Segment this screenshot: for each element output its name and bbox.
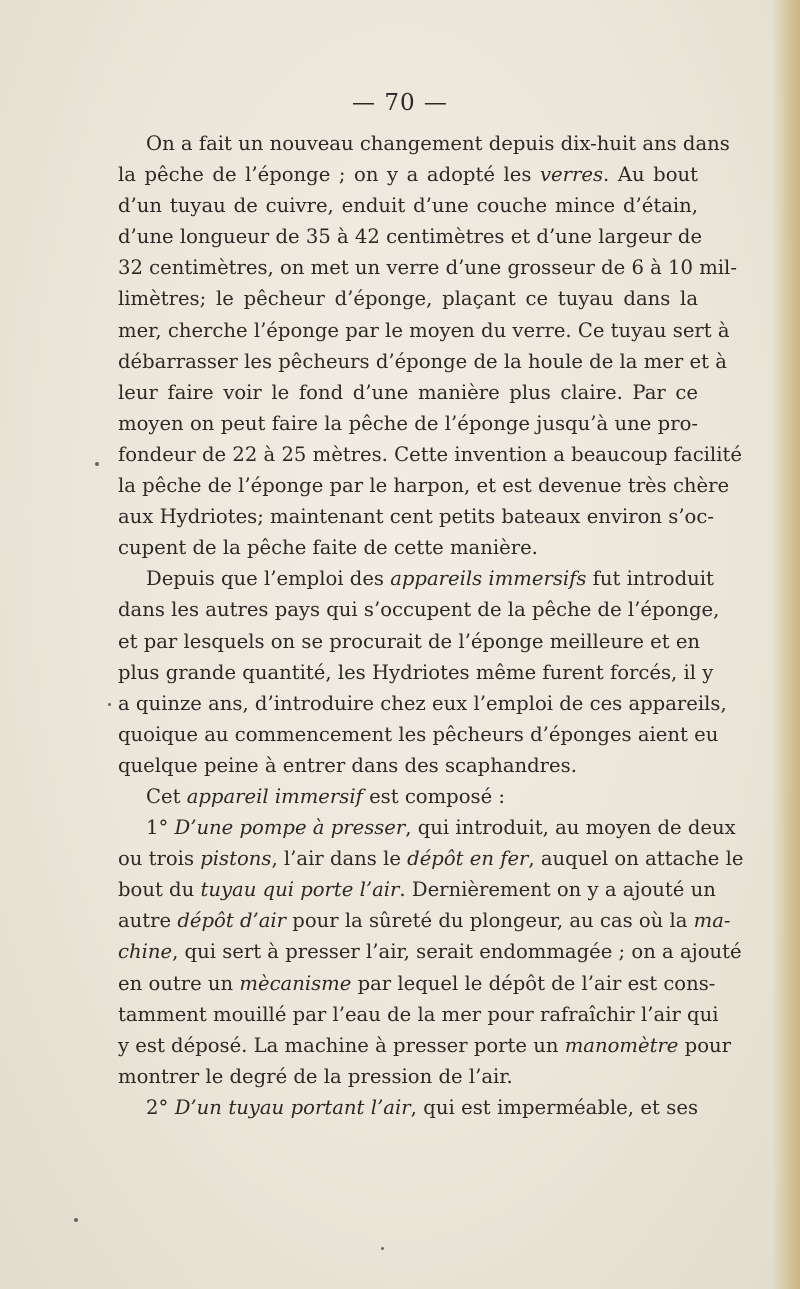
page-number: — 70 —: [352, 90, 448, 116]
text-line: plus grande quantité, les Hydriotes même furent forcés, il y: [118, 660, 714, 684]
text-line: leur faire voir le fond d’une manière plus claire. Par ce: [118, 380, 698, 404]
text-line: mer, cherche l’éponge par le moyen du verre. Ce tuyau sert à: [118, 318, 730, 342]
paper-speck: [95, 462, 99, 466]
text-line: la pêche de l’éponge par le harpon, et est devenue très chère: [118, 474, 730, 498]
text-line: On a fait un nouveau changement depuis dix-huit ans dans: [146, 132, 730, 155]
emphasis: D’une pompe à presser: [174, 816, 406, 840]
emphasis: verres: [539, 163, 604, 187]
body-text: [118, 128, 744, 1123]
text-line: limètres; le pêcheur d’éponge, plaçant ce tuyau dans la: [118, 287, 698, 311]
text-line: cupent de la pêche faite de cette manière.: [118, 536, 538, 560]
emphasis: mècanisme: [239, 971, 352, 995]
text-line: 2° D’un tuyau portant l’air, qui est imperméable, et ses: [146, 1095, 698, 1119]
text-line: a quinze ans, d’introduire chez eux l’emploi de ces appareils,: [118, 691, 727, 715]
text-line: Cet appareil immersif est composé :: [146, 784, 505, 808]
emphasis: appareils immersifs: [390, 567, 587, 591]
text-line: chine, qui sert à presser l’air, serait endommagée ; on a ajouté: [118, 940, 742, 964]
text-line: en outre un mècanisme par lequel le dépôt de l’air est cons-: [118, 971, 716, 995]
paper-speck: [381, 1247, 384, 1250]
paper-speck: [108, 703, 111, 706]
text-line: tamment mouillé par l’eau de la mer pour rafraîchir l’air qui: [118, 1002, 719, 1026]
emphasis: dépôt d’air: [177, 909, 287, 933]
text-line: débarrasser les pêcheurs d’éponge de la houle de la mer et à: [118, 349, 727, 373]
text-line: moyen on peut faire la pêche de l’éponge jusqu’à une pro-: [118, 411, 698, 435]
emphasis: appareil immersif: [186, 784, 363, 808]
text-line: bout du tuyau qui porte l’air. Dernièrement on y a ajouté un: [118, 878, 716, 902]
emphasis: ma-: [693, 909, 731, 933]
text-line: 1° D’une pompe à presser, qui introduit, au moyen de deux: [146, 816, 736, 840]
text-line: et par lesquels on se procurait de l’éponge meilleure et en: [118, 629, 701, 653]
emphasis: dépôt en fer: [407, 847, 529, 871]
paper-speck: [74, 1218, 78, 1222]
text-line: d’un tuyau de cuivre, enduit d’une couche mince d’étain,: [118, 194, 698, 218]
text-line: ou trois pistons, l’air dans le dépôt en fer, auquel on attache le: [118, 847, 744, 871]
text-line: montrer le degré de la pression de l’air.: [118, 1064, 513, 1088]
emphasis: chine: [118, 940, 173, 964]
text-line: quelque peine à entrer dans des scaphandres.: [118, 753, 577, 777]
text-line: Depuis que l’emploi des appareils immersifs fut introduit: [146, 567, 714, 591]
text-line: y est déposé. La machine à presser porte un manomètre pour: [118, 1033, 731, 1057]
text-line: dans les autres pays qui s’occupent de la pêche de l’éponge,: [118, 598, 720, 622]
text-line: la pêche de l’éponge ; on y a adopté les verres. Au bout: [118, 163, 698, 187]
emphasis: manomètre: [564, 1033, 679, 1057]
emphasis: tuyau qui porte l’air: [200, 878, 400, 902]
text-line: quoique au commencement les pêcheurs d’éponges aient eu: [118, 722, 719, 746]
text-line: fondeur de 22 à 25 mètres. Cette invention a beaucoup facilité: [118, 442, 742, 466]
text-line: 32 centimètres, on met un verre d’une grosseur de 6 à 10 mil-: [118, 256, 737, 280]
text-line: aux Hydriotes; maintenant cent petits bateaux environ s’oc-: [118, 505, 714, 529]
page-edge-shadow: [772, 0, 800, 1289]
emphasis: D’un tuyau portant l’air: [174, 1095, 411, 1119]
text-line: autre dépôt d’air pour la sûreté du plongeur, au cas où la ma-: [118, 909, 731, 933]
text-line: d’une longueur de 35 à 42 centimètres et d’une largeur de: [118, 225, 703, 249]
emphasis: pistons: [200, 847, 272, 871]
